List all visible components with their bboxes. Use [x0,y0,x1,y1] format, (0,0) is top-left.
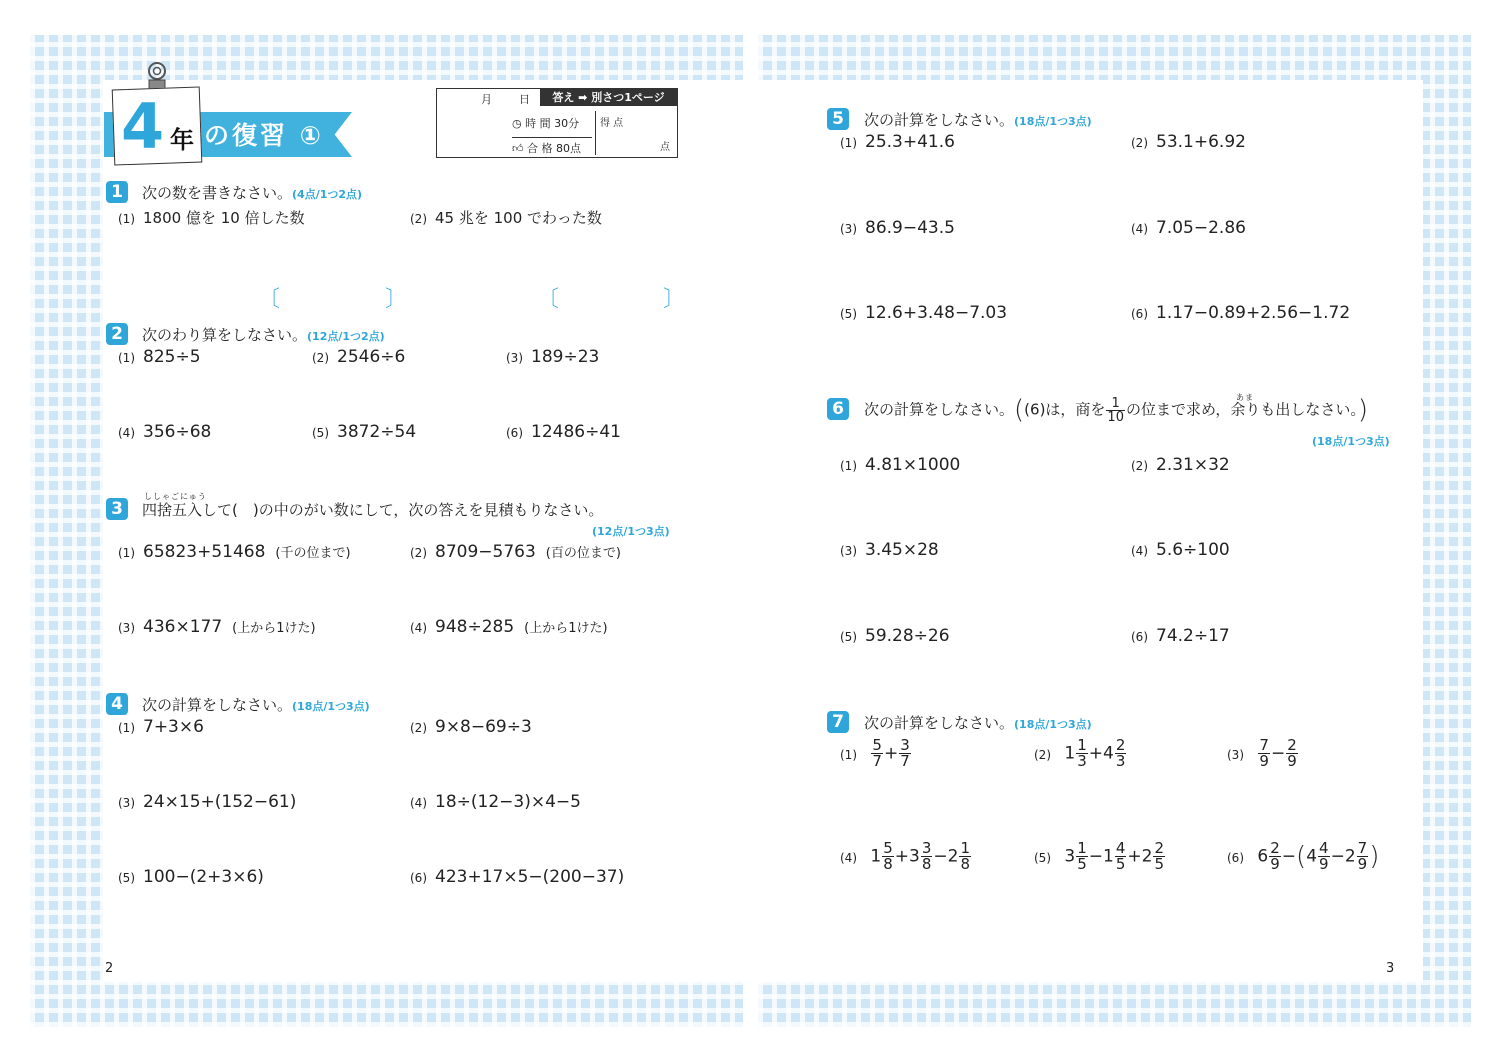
item-label: (3) [840,544,857,558]
denominator: 8 [921,855,932,873]
item-label: (5) [312,426,329,440]
question-5-instruction [864,109,1092,130]
pass-row [512,137,592,156]
fraction [1258,738,1270,769]
q7-item-5 [1034,841,1166,872]
question-5-points: (18点/1つ3点) [1014,115,1092,128]
whole-number: 2 [947,846,959,867]
denominator: 5 [1154,855,1165,873]
item-text: 825÷5 [143,347,201,367]
open-paren: ( [1296,841,1307,872]
numerator: 4 [1115,839,1126,857]
operator: − [933,846,948,867]
whole-number: 2 [1344,846,1356,867]
grade-unit: 年 [170,126,194,154]
denominator: 5 [1115,855,1126,873]
q6-item-1 [840,455,960,475]
fraction [882,841,894,872]
item-text: 45 兆を 100 でわった数 [435,209,602,227]
numerator: 2 [1287,736,1297,754]
item-label: (5) [840,307,857,321]
page-title: の復習 ① [204,121,324,150]
item-text: 1.17−0.89+2.56−1.72 [1156,303,1351,323]
question-3-text: 四捨五入して( )の中のがい数にして，次の答えを見積もりなさい。 [142,501,604,519]
item-text: 59.28÷26 [865,626,950,646]
item-text: 24×15+(152−61) [143,792,297,812]
item-text: 436×177 [143,617,223,637]
q6-item-5 [840,626,950,646]
numerator: 2 [1115,736,1126,754]
item-label: (4) [410,621,427,635]
item-label: (1) [840,747,857,762]
item-text: 5.6÷100 [1156,540,1230,560]
fraction [1318,841,1330,872]
score-box [595,111,674,155]
denominator: 9 [1319,855,1329,873]
question-6-points: (18点/1つ3点) [1312,435,1390,448]
denominator: 5 [1077,855,1087,873]
item-label: (1) [118,721,135,735]
denominator: 8 [883,855,893,873]
operator: + [883,743,899,764]
q4-item-6 [410,867,624,887]
score-label: 得 点 [600,118,624,129]
thumbs-up-icon: 👍︎ [512,142,524,155]
item-text: 3872÷54 [337,422,417,442]
numerator: 1 [1077,736,1087,754]
page-number-right: 3 [1386,961,1395,976]
question-7-instruction [864,712,1092,733]
item-text: 356÷68 [143,422,212,442]
q4-item-1 [118,717,204,737]
q3-item-3 [118,617,316,637]
numerator: 1 [1106,397,1125,411]
numerator: 3 [900,736,910,754]
denominator: 7 [872,752,882,770]
item-text: 18÷(12−3)×4−5 [435,792,581,812]
fraction [871,738,883,769]
operator: − [1088,846,1104,867]
item-label: (3) [1227,747,1244,762]
numerator: 3 [921,839,932,857]
q4-item-2 [410,717,532,737]
item-text: 12.6+3.48−7.03 [865,303,1008,323]
item-text: 7.05−2.86 [1156,218,1246,238]
question-2-instruction [142,324,385,345]
answer-reference: 答え ➡ 別さつ1ページ [540,89,677,106]
q2-item-4 [118,422,211,442]
fraction [1076,738,1088,769]
info-box [436,88,678,158]
answer-bracket-open: 〔 [537,287,560,312]
whole-number: 6 [1257,846,1269,867]
whole-number: 1 [1064,743,1076,764]
item-label: (1) [840,459,857,473]
fraction [1115,841,1127,872]
month-label: 月 [481,93,492,106]
denominator: 9 [1270,855,1280,873]
whole-number: 1 [870,846,882,867]
q5-item-5 [840,303,1007,323]
q2-item-6 [506,422,621,442]
question-5-number: 5 [827,108,849,130]
question-4-number: 4 [106,693,128,715]
q3-item-1 [118,542,351,562]
q3-item-4 [410,617,608,637]
item-label: (6) [1131,307,1148,321]
q6-item-6 [1131,626,1230,646]
numerator: 1 [960,839,971,857]
q7-item-3 [1227,738,1299,769]
item-label: (1) [840,136,857,150]
item-label: (3) [118,621,135,635]
question-6-instruction [864,395,1368,425]
whole-number: 2 [1141,846,1153,867]
q4-item-5 [118,867,264,887]
q7-item-6 [1227,841,1379,872]
item-label: (2) [410,546,427,560]
fraction [1357,841,1369,872]
item-text: 12486÷41 [531,422,621,442]
date-row [437,89,540,106]
item-label: (2) [1034,747,1051,762]
item-label: (3) [506,351,523,365]
operator: + [894,846,910,867]
q6-item-2 [1131,455,1230,475]
operator: − [1281,846,1297,867]
denominator: 8 [960,855,971,873]
denominator: 3 [1077,752,1087,770]
day-label: 日 [519,93,530,106]
whole-number: 4 [1306,846,1318,867]
question-3-number: 3 [106,498,128,520]
q5-item-2 [1131,132,1246,152]
denominator: 9 [1259,752,1269,770]
question-6-number: 6 [827,398,849,420]
q3-item-2 [410,542,621,562]
item-note: (千の位まで) [275,546,351,561]
item-text: 25.3+41.6 [865,132,955,152]
question-7-points: (18点/1つ3点) [1014,718,1092,731]
item-text: 9×8−69÷3 [435,717,532,737]
numerator: 1 [1077,839,1087,857]
item-text: 7+3×6 [143,717,204,737]
item-text: 53.1+6.92 [1156,132,1246,152]
clock-icon: ◷ [512,117,522,130]
operator: − [1330,846,1345,867]
question-1-number: 1 [106,181,128,203]
close-paren: ) [1357,395,1369,425]
item-label: (6) [1131,630,1148,644]
time-row [512,115,592,131]
item-text: 189÷23 [531,347,600,367]
q2-item-1 [118,347,201,367]
answer-bracket-close: 〕 [663,287,686,312]
question-2-number: 2 [106,323,128,345]
right-page-border [758,35,1471,1027]
item-label: (4) [1131,544,1148,558]
denominator: 7 [900,752,910,770]
item-text: 1800 億を 10 倍した数 [143,209,305,227]
question-4-points: (18点/1つ3点) [292,700,370,713]
item-label: (5) [1034,850,1051,865]
item-label: (2) [410,721,427,735]
item-text: 65823+51468 [143,542,266,562]
item-note: (百の位まで) [545,546,621,561]
q7-item-4 [840,841,972,872]
q5-item-3 [840,218,955,238]
item-label: (4) [410,796,427,810]
item-label: (1) [118,351,135,365]
q2-item-3 [506,347,599,367]
numerator: 2 [1154,839,1165,857]
item-label: (1) [118,212,135,226]
question-6-text: 次の計算をしなさい。 [864,400,1015,419]
q4-item-4 [410,792,581,812]
denominator: 9 [1287,752,1297,770]
denominator: 3 [1115,752,1126,770]
operator: + [1127,846,1142,867]
q6-item-4 [1131,540,1230,560]
item-text: 100−(2+3×6) [143,867,264,887]
note-fraction [1106,397,1125,424]
item-label: (5) [118,871,135,885]
q4-item-3 [118,792,296,812]
whole-number: 3 [909,846,920,867]
fraction [899,738,911,769]
item-label: (6) [506,426,523,440]
numerator: 7 [1357,839,1368,857]
item-label: (2) [410,212,427,226]
fraction [959,841,971,872]
item-label: (4) [118,426,135,440]
time-label: 時 間 30分 [525,117,580,130]
question-6-ruby: あま [1236,393,1254,402]
operator: − [1270,743,1286,764]
q5-item-4 [1131,218,1246,238]
whole-number: 1 [1103,846,1114,867]
item-text: 423+17×5−(200−37) [435,867,625,887]
question-1-instruction [142,182,362,203]
question-6-note-post: の位まで求め，余りも出しなさい。 [1125,400,1358,419]
item-label: (1) [118,546,135,560]
numerator: 4 [1319,839,1329,857]
fraction [1286,738,1298,769]
item-label: (2) [1131,136,1148,150]
item-label: (5) [840,630,857,644]
item-label: (3) [118,796,135,810]
fraction [921,841,933,872]
numerator: 5 [872,736,882,754]
item-text: 86.9−43.5 [865,218,955,238]
item-label: (2) [1131,459,1148,473]
whole-number: 4 [1103,743,1114,764]
q2-item-2 [312,347,405,367]
denominator: 9 [1357,855,1368,873]
q1-item-2 [410,207,602,228]
item-text: 3.45×28 [865,540,939,560]
numerator: 5 [883,839,893,857]
page-number-left: 2 [105,961,114,976]
numerator: 2 [1270,839,1280,857]
item-label: (4) [840,850,857,865]
numerator: 7 [1259,736,1269,754]
operator: + [1088,743,1104,764]
item-label: (3) [840,222,857,236]
q2-item-5 [312,422,416,442]
question-1-points: (4点/1つ2点) [292,188,363,201]
grade-number: 4 [121,90,165,163]
q7-item-2 [1034,738,1127,769]
score-unit: 点 [660,142,670,153]
item-label: (6) [1227,850,1244,865]
question-3-ruby: ししゃごにゅう [144,492,207,501]
question-4-instruction [142,694,370,715]
answer-bracket-close: 〕 [385,287,408,312]
q1-item-1 [118,207,305,228]
fraction [1269,841,1281,872]
whole-number: 3 [1064,846,1076,867]
item-label: (4) [1131,222,1148,236]
question-7-number: 7 [827,711,849,733]
q5-item-6 [1131,303,1350,323]
item-note: (上から1けた) [524,621,608,636]
question-2-text: 次のわり算をしなさい。 [142,326,308,344]
q7-item-1 [840,738,912,769]
item-text: 8709−5763 [435,542,536,562]
question-2-points: (12点/1つ2点) [307,330,385,343]
question-7-text: 次の計算をしなさい。 [864,714,1015,732]
fraction [1153,841,1165,872]
question-5-text: 次の計算をしなさい。 [864,111,1015,129]
pass-label: 合 格 80点 [527,142,581,155]
question-1-text: 次の数を書きなさい。 [142,184,293,202]
item-label: (2) [312,351,329,365]
item-text: 4.81×1000 [865,455,961,475]
item-text: 948÷285 [435,617,515,637]
close-paren: ) [1369,841,1380,872]
q6-item-3 [840,540,939,560]
item-text: 2546÷6 [337,347,406,367]
question-3-points: (12点/1つ3点) [592,525,670,538]
item-label: (6) [410,871,427,885]
question-4-text: 次の計算をしなさい。 [142,696,293,714]
question-6-note-pre: (6)は，商を [1024,400,1106,419]
open-paren: ( [1014,395,1025,425]
answer-bracket-open: 〔 [258,287,281,312]
item-note: (上から1けた) [232,621,316,636]
item-text: 2.31×32 [1156,455,1230,475]
denominator: 10 [1107,409,1124,425]
fraction [1115,738,1127,769]
item-text: 74.2÷17 [1156,626,1230,646]
q5-item-1 [840,132,955,152]
fraction [1076,841,1088,872]
